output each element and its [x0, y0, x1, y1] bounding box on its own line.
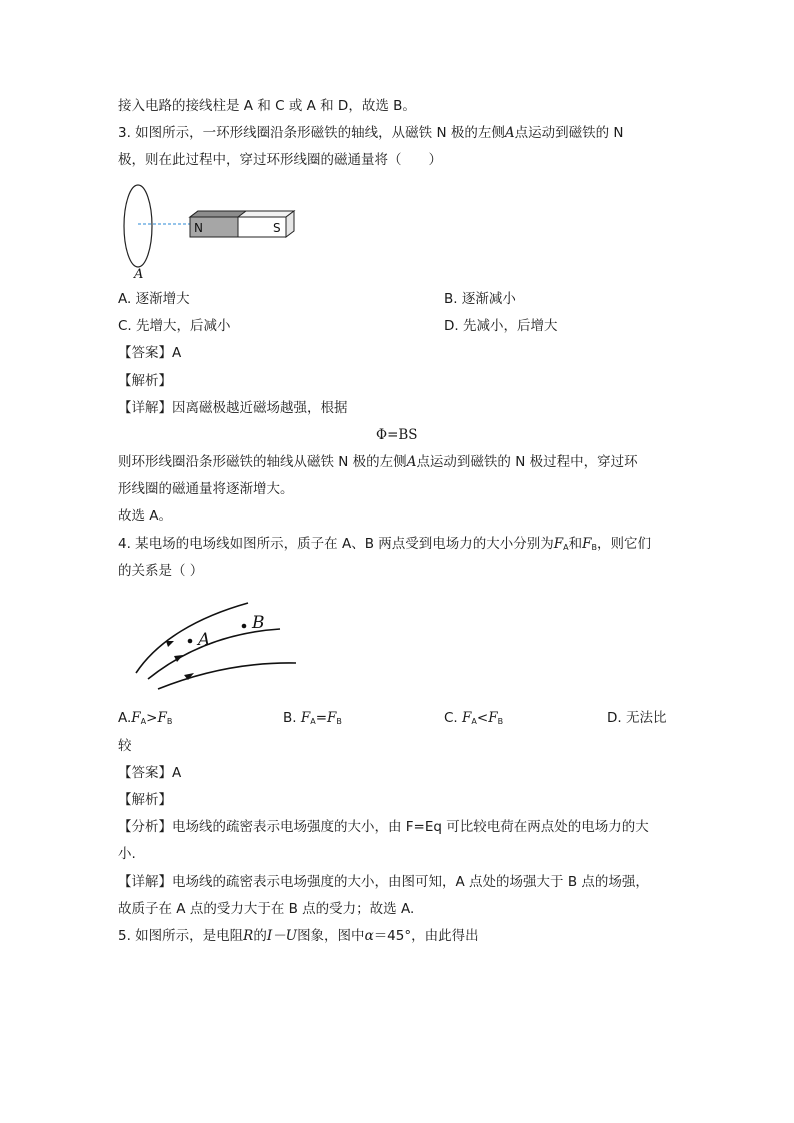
q4-option-a: $A.F_A>F_B$: [118, 710, 173, 726]
coil-label: A: [134, 267, 144, 282]
q3-point-a: A: [504, 125, 515, 141]
field-line-top: [136, 603, 248, 673]
q5-stem: 5. 如图所示，是电阻R的I－U图象，图中α＝45°，由此得出: [118, 928, 479, 944]
q3-option-a: A. 逐渐增大: [118, 291, 190, 307]
q4-fenxi-line1: 【分析】电场线的疏密表示电场强度的大小，由 F=Eq 可比较电荷在两点处的电场力的大: [118, 819, 649, 835]
q4-field-lines-figure: [128, 595, 308, 695]
north-label: N: [194, 221, 203, 235]
point-a-label: A: [198, 630, 211, 650]
q4-fenxi-line2: 小.: [118, 846, 136, 862]
q3-option-d: D. 先减小，后增大: [444, 318, 558, 334]
q4-detail-line2: 故质子在 A 点的受力大于在 B 点的受力；故选 A.: [118, 901, 415, 917]
q3-explanation-line2: 形线圈的磁通量将逐渐增大。: [118, 481, 294, 497]
q3-formula: Φ=BS: [376, 427, 418, 443]
coil-ring: [124, 185, 152, 267]
q4-answer: 【答案】A: [118, 765, 182, 781]
field-arrow-top: [166, 641, 174, 647]
point-b-label: B: [252, 613, 265, 633]
q4-option-c: C. $F_A<F_B$: [444, 710, 504, 726]
q4-option-d: D. 无法比: [607, 710, 667, 726]
q4-stem-line2: 的关系是（ ）: [118, 563, 204, 579]
q4-stem-line1: 4. 某电场的电场线如图所示，质子在 A、B 两点受到电场力的大小分别为$F_A$和$F_B$，则它们: [118, 536, 651, 552]
south-label: S: [273, 221, 281, 235]
q3-stem-line2: 极，则在此过程中，穿过环形线圈的磁通量将（ ）: [118, 152, 442, 168]
q3-stem-line1: 3. 如图所示，一环形线圈沿条形磁铁的轴线，从磁铁 N 极的左侧A点运动到磁铁的 N: [118, 125, 624, 141]
q3-coil-magnet-figure: [118, 178, 308, 283]
point-b-dot: [242, 624, 247, 629]
point-a-dot: [188, 639, 193, 644]
q3-option-b: B. 逐渐减小: [444, 291, 516, 307]
q3-answer: 【答案】A: [118, 345, 182, 361]
q2-explanation-tail: 接入电路的接线柱是 A 和 C 或 A 和 D，故选 B。: [118, 98, 416, 114]
q4-analysis-tag: 【解析】: [118, 792, 172, 808]
q3-explanation-line1: 则环形线圈沿条形磁铁的轴线从磁铁 N 极的左侧A点运动到磁铁的 N 极过程中，穿过环: [118, 454, 638, 470]
q3-analysis-tag: 【解析】: [118, 373, 172, 389]
q4-option-d-wrap: 较: [118, 738, 132, 754]
q3-option-c: C. 先增大，后减小: [118, 318, 231, 334]
q3-detail: 【详解】因离磁极越近磁场越强，根据: [118, 400, 348, 416]
q4-option-b: B. $F_A=F_B$: [283, 710, 342, 726]
q3-conclusion: 故选 A。: [118, 508, 173, 524]
magnet-north-top: [190, 211, 246, 217]
field-line-bottom: [158, 663, 296, 689]
q4-detail-line1: 【详解】电场线的疏密表示电场强度的大小，由图可知，A 点处的场强大于 B 点的场强，: [118, 874, 649, 890]
